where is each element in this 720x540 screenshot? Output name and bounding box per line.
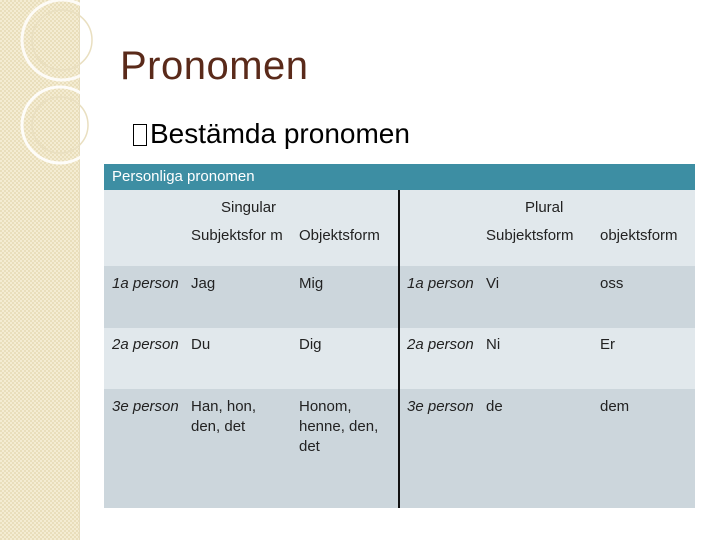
row-person-singular: 2a person <box>112 336 179 353</box>
row-person-plural: 1a person <box>407 275 474 292</box>
row-object-plural: dem <box>600 398 630 415</box>
row-person-singular: 1a person <box>112 275 179 292</box>
row-person-plural: 2a person <box>407 336 474 353</box>
singular-plural-divider <box>398 190 400 508</box>
row-subject-singular: Han, hon, den, det <box>191 398 257 435</box>
row-object-singular: Dig <box>299 336 322 353</box>
row-object-singular: Mig <box>299 275 324 292</box>
row-subject-plural: Ni <box>486 336 501 353</box>
row-object-plural: oss <box>600 275 624 292</box>
row-subject-plural: de <box>486 398 503 415</box>
column-header-object-plural: objektsform <box>600 227 678 244</box>
row-subject-plural: Vi <box>486 275 500 292</box>
row-person-plural: 3e person <box>407 398 474 415</box>
group-label-plural: Plural <box>525 199 564 216</box>
column-header-object-singular: Objektsform <box>299 227 380 244</box>
slide-title: Pronomen <box>120 44 309 88</box>
bullet-text: Bestämda pronomen <box>150 118 410 149</box>
row-subject-singular: Jag <box>191 275 216 292</box>
bullet-box-icon <box>133 124 147 146</box>
column-header-subject-plural: Subjektsform <box>486 227 574 244</box>
row-object-singular: Honom, henne, den, det <box>299 398 379 455</box>
bullet-item <box>133 118 410 150</box>
row-object-plural: Er <box>600 336 615 353</box>
table-header: Personliga pronomen <box>104 164 695 190</box>
row-person-singular: 3e person <box>112 398 179 415</box>
column-header-subject-singular: Subjektsfor m <box>191 227 283 244</box>
row-subject-singular: Du <box>191 336 211 353</box>
group-label-singular: Singular <box>221 199 277 216</box>
